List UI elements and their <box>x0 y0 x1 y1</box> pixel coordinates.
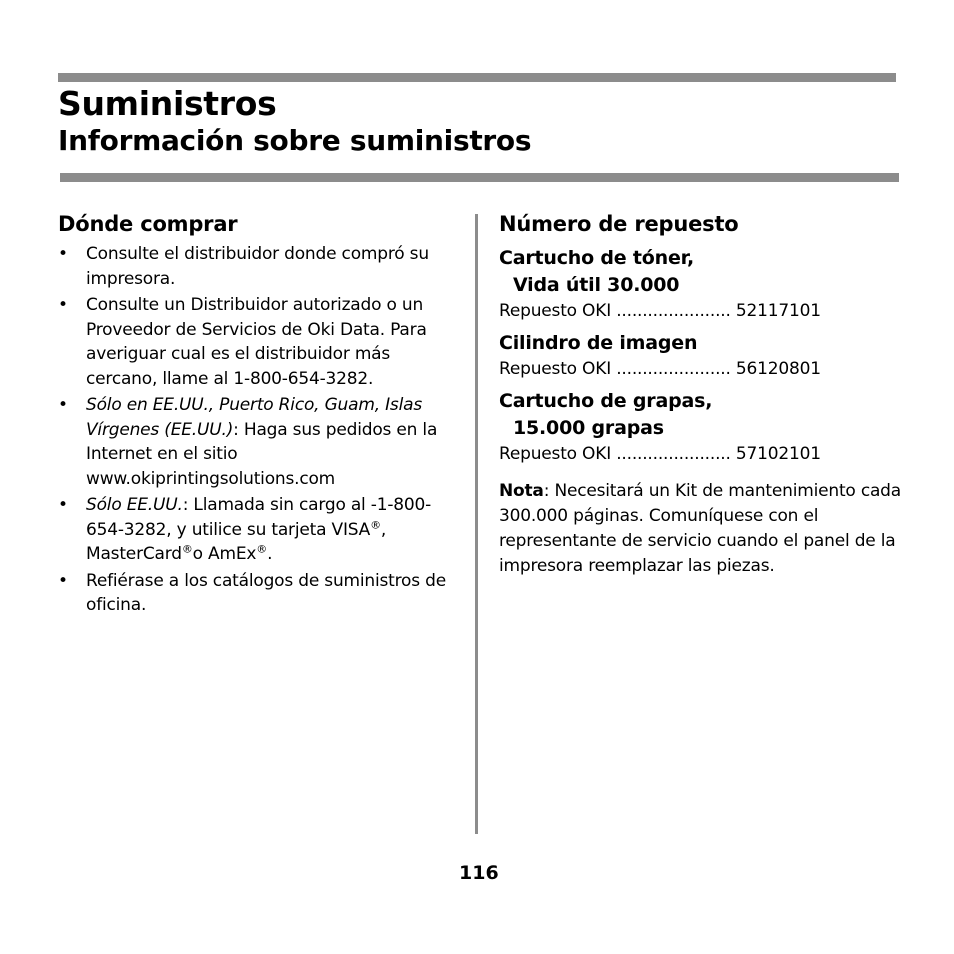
where-to-buy-column <box>58 210 463 620</box>
bullet-icon: • <box>58 295 68 315</box>
header-rule-bottom <box>60 173 899 182</box>
bullet-icon: • <box>58 495 68 515</box>
bullet-icon: • <box>58 395 68 415</box>
part-name: Cartucho de grapas, <box>499 390 713 412</box>
page-number: 116 <box>459 862 499 884</box>
part-number-column <box>499 210 919 579</box>
registered-mark: ® <box>256 542 268 556</box>
bullet-icon: • <box>58 570 68 591</box>
note-text: : Necesitará un Kit de mantenimiento cada 300.000 páginas. Comuníquese con el representante de servicio cuando el panel de la impresora reemplazar las piezas. <box>499 481 901 576</box>
part-number-line: Repuesto OKI ...................... 52117101 <box>499 301 821 321</box>
column-divider <box>475 214 478 834</box>
list-item: • Sólo en EE.UU., Puerto Rico, Guam, Islas Vírgenes (EE.UU.): Haga sus pedidos en la Internet en el sitio www.okiprintingsolutions.com <box>58 395 438 489</box>
part-name-detail: Vida útil 30.000 <box>513 274 680 296</box>
where-to-buy-list <box>58 242 463 618</box>
part-drum <box>499 330 919 381</box>
part-name: Cartucho de tóner, <box>499 247 695 269</box>
page-title: Suministros <box>58 84 277 123</box>
header-rule-top <box>58 73 896 82</box>
part-toner <box>499 245 919 323</box>
part-staples <box>499 388 919 466</box>
bullet-icon: • <box>58 244 68 264</box>
part-name-detail: 15.000 grapas <box>513 417 664 439</box>
part-name: Cilindro de imagen <box>499 332 698 354</box>
page-subtitle: Información sobre suministros <box>58 124 532 157</box>
list-item: • Consulte el distribuidor donde compró su impresora. <box>58 244 429 289</box>
list-item: • Sólo EE.UU.: Llamada sin cargo al -1-800-654-3282, y utilice su tarjeta VISA®, MasterCard®o AmEx®. <box>58 495 432 564</box>
note-label: Nota <box>499 481 544 501</box>
where-to-buy-heading: Dónde comprar <box>58 212 238 236</box>
list-item: • Consulte un Distribuidor autorizado o un Proveedor de Servicios de Oki Data. Para averiguar cual es el distribuidor más cercano, llame al 1-800-654-3282. <box>58 295 427 389</box>
registered-mark: ® <box>181 542 193 556</box>
registered-mark: ® <box>370 517 381 531</box>
part-number-heading: Número de repuesto <box>499 212 739 236</box>
part-number-line: Repuesto OKI ...................... 56120801 <box>499 359 821 379</box>
part-number-line: Repuesto OKI ...................... 57102101 <box>499 444 821 464</box>
list-item: • Refiérase a los catálogos de suministros de oficina. <box>58 570 446 615</box>
maintenance-note <box>499 479 919 579</box>
